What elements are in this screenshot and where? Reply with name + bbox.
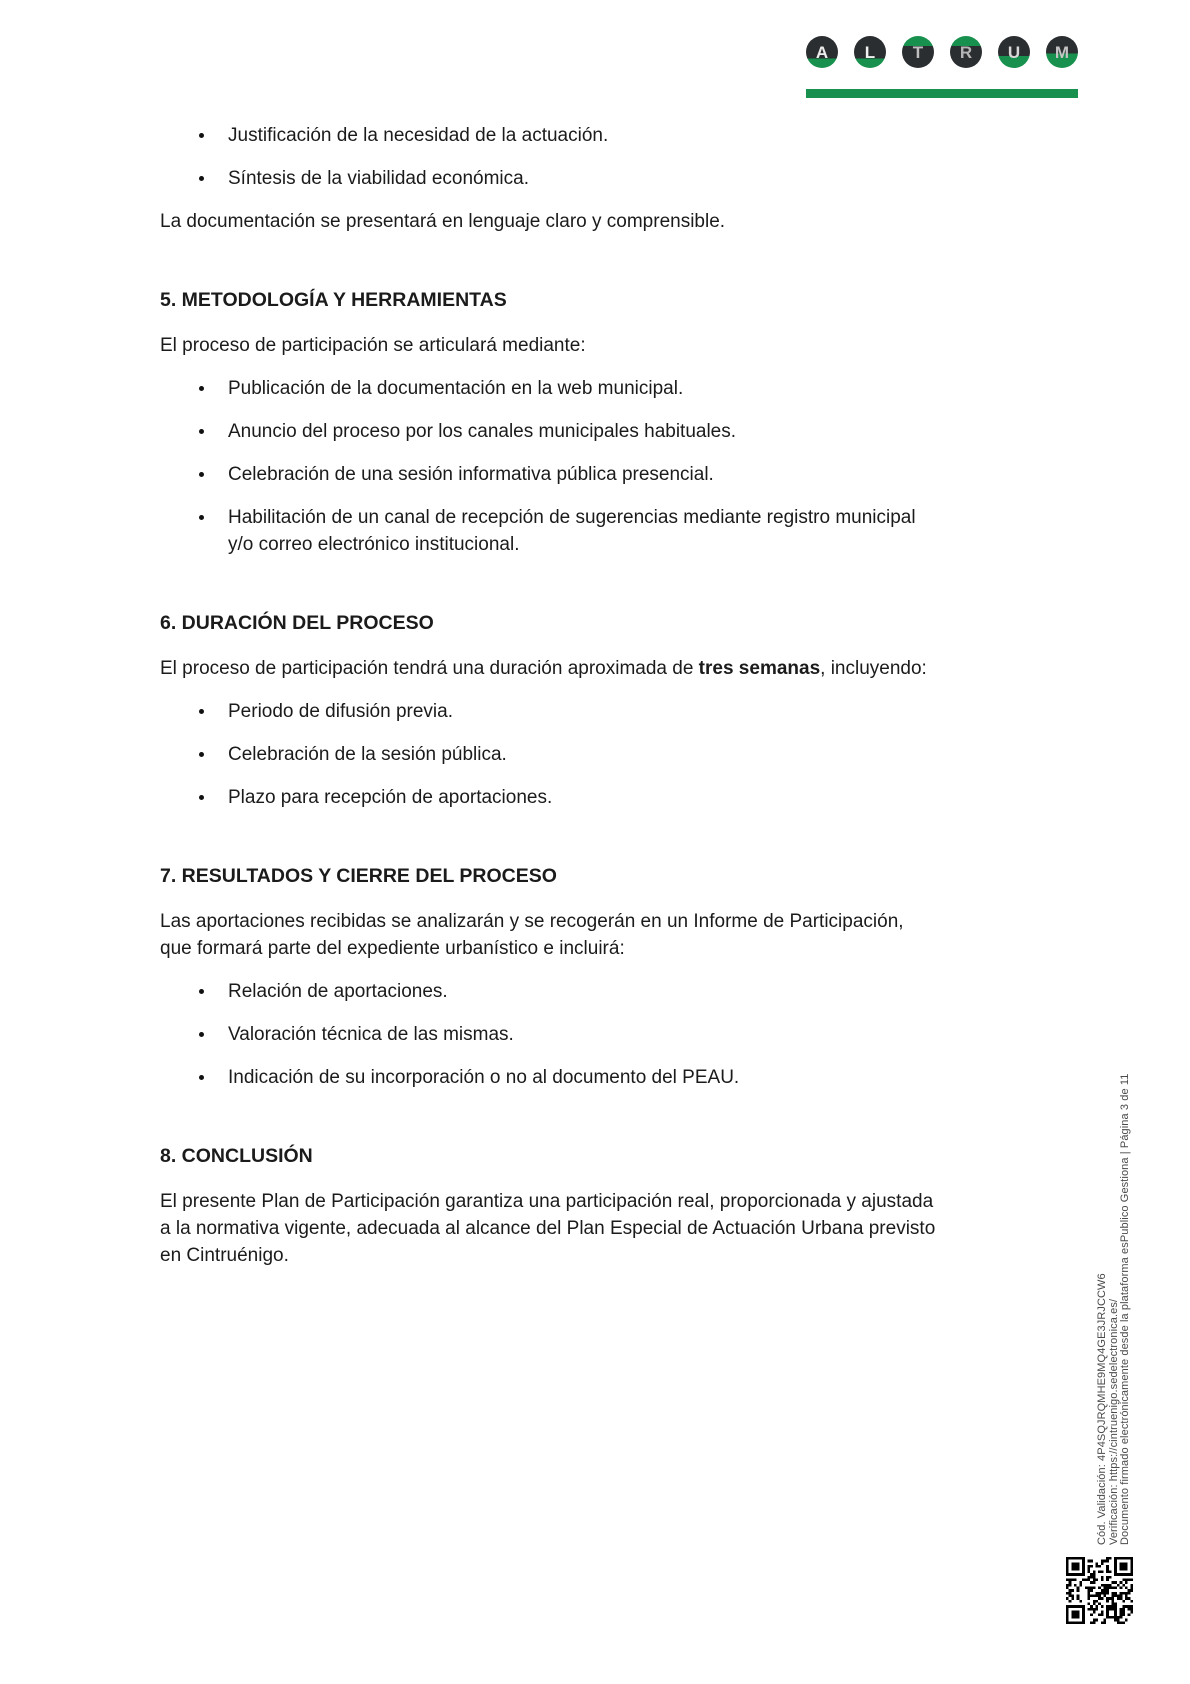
logo-letter-l-icon: L bbox=[854, 36, 886, 68]
bullet-text: Habilitación de un canal de recepción de sugerencias mediante registro municipal y/o correo electrónico institucional. bbox=[228, 507, 916, 555]
list-item bbox=[197, 784, 940, 811]
list-item bbox=[197, 504, 940, 558]
verification-url-line: Verificación: https://cintruenigo.sedelectronica.es/ bbox=[1107, 1298, 1120, 1545]
section-6-duracion bbox=[160, 610, 940, 811]
section-8-conclusion bbox=[160, 1143, 940, 1269]
intro-text-bold: tres semanas bbox=[698, 658, 821, 679]
logo-letter-a-icon: A bbox=[806, 36, 838, 68]
list-item bbox=[197, 1021, 940, 1048]
document-content bbox=[160, 122, 940, 1285]
logo-underline bbox=[806, 89, 1078, 98]
section-title: 6. DURACIÓN DEL PROCESO bbox=[160, 612, 434, 634]
list-item bbox=[197, 122, 940, 149]
section-intro: El proceso de participación se articulará mediante: bbox=[160, 335, 586, 356]
section-bullet-list bbox=[160, 375, 940, 558]
bullet-text: Indicación de su incorporación o no al documento del PEAU. bbox=[228, 1067, 740, 1088]
bullet-text: Publicación de la documentación en la web municipal. bbox=[228, 378, 684, 399]
logo-letter-t-icon: T bbox=[902, 36, 934, 68]
bullet-text: Anuncio del proceso por los canales municipales habituales. bbox=[228, 421, 737, 442]
intro-bullet-list bbox=[160, 122, 940, 192]
qr-code bbox=[1066, 1557, 1133, 1624]
list-item bbox=[197, 165, 940, 192]
bullet-text: Síntesis de la viabilidad económica. bbox=[228, 168, 530, 189]
section-bullet-list bbox=[160, 698, 940, 811]
intro-note: La documentación se presentará en lenguaje claro y comprensible. bbox=[160, 211, 726, 232]
signature-page-line: Documento firmado electrónicamente desde la plataforma esPublico Gestiona | Página 3 de 11 bbox=[1119, 1073, 1132, 1545]
section-intro bbox=[160, 655, 940, 682]
section-title: 8. CONCLUSIÓN bbox=[160, 1145, 313, 1167]
margin-validation-stamp bbox=[1097, 960, 1132, 1545]
intro-text-post: , incluyendo: bbox=[820, 658, 927, 679]
section-intro: Las aportaciones recibidas se analizarán y se recogerán en un Informe de Participación, que formará parte del expediente urbanístico e incluirá: bbox=[160, 911, 904, 959]
section-title: 7. RESULTADOS Y CIERRE DEL PROCESO bbox=[160, 865, 557, 887]
logo-letter-r-icon: R bbox=[950, 36, 982, 68]
logo-letter-u-icon: U bbox=[998, 36, 1030, 68]
section-7-resultados bbox=[160, 863, 940, 1091]
list-item bbox=[197, 375, 940, 402]
section-5-metodologia bbox=[160, 287, 940, 558]
section-bullet-list bbox=[160, 978, 940, 1091]
section-intro: El presente Plan de Participación garantiza una participación real, proporcionada y ajustada a la normativa vigente, adecuada al alcance del Plan Especial de Actuación Urbana previsto en Cintruénigo. bbox=[160, 1191, 936, 1266]
bullet-text: Celebración de la sesión pública. bbox=[228, 744, 507, 765]
section-title: 5. METODOLOGÍA Y HERRAMIENTAS bbox=[160, 289, 507, 311]
intro-text-pre: El proceso de participación tendrá una duración aproximada de bbox=[160, 658, 699, 679]
bullet-text: Periodo de difusión previa. bbox=[228, 701, 453, 722]
bullet-text: Relación de aportaciones. bbox=[228, 981, 448, 1002]
bullet-text: Justificación de la necesidad de la actuación. bbox=[228, 125, 609, 146]
validation-code-line: Cód. Validación: 4P4SQJRQMHE9MQ4GE3JRJCCW6 bbox=[1096, 1273, 1108, 1545]
list-item bbox=[197, 741, 940, 768]
logo-letter-m-icon: M bbox=[1046, 36, 1078, 68]
bullet-text: Celebración de una sesión informativa pública presencial. bbox=[228, 464, 714, 485]
list-item bbox=[197, 418, 940, 445]
list-item bbox=[197, 461, 940, 488]
bullet-text: Plazo para recepción de aportaciones. bbox=[228, 787, 553, 808]
list-item bbox=[197, 698, 940, 725]
list-item bbox=[197, 1064, 940, 1091]
logo-letter-circles bbox=[806, 36, 1078, 68]
list-item bbox=[197, 978, 940, 1005]
altrum-logo bbox=[806, 36, 1078, 98]
bullet-text: Valoración técnica de las mismas. bbox=[228, 1024, 514, 1045]
